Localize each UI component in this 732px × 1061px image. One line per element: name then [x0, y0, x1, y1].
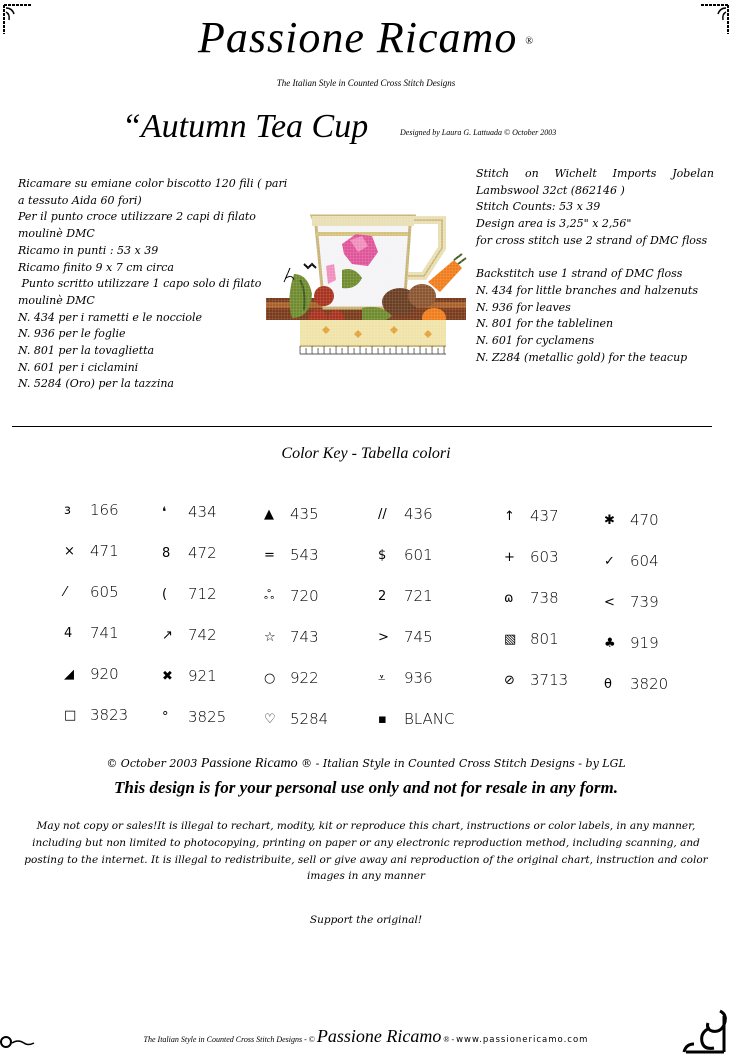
color-key-item — [264, 709, 328, 729]
fabric-word: Stitch — [476, 167, 510, 180]
dmc-color-code: 470 — [630, 511, 659, 529]
stitch-symbol-icon: 4 — [64, 625, 73, 641]
dmc-color-code: 3820 — [630, 675, 669, 693]
instruction-line: Design area is 3,25" x 2,56" — [476, 217, 632, 231]
stitch-symbol-icon: ♡ — [264, 711, 276, 727]
dmc-color-code: 604 — [630, 552, 659, 570]
color-key-item — [378, 709, 454, 729]
color-key-item — [378, 668, 433, 688]
stitch-symbol-icon: ♣ — [604, 635, 616, 651]
color-key-item — [378, 627, 433, 647]
color-key-item — [162, 584, 217, 604]
stitch-symbol-icon: ▧ — [504, 631, 517, 647]
dmc-color-code: 743 — [290, 628, 319, 646]
color-key-item — [604, 510, 659, 530]
color-key-item — [504, 547, 559, 567]
color-key-item — [64, 500, 119, 520]
instruction-line: N. 434 per i rametti e le nocciole — [18, 310, 203, 324]
fabric-word: Imports — [612, 167, 657, 180]
color-key-item — [604, 674, 668, 694]
color-key-item — [264, 627, 319, 647]
dmc-color-code: 3713 — [530, 671, 569, 689]
stitch-symbol-icon: θ — [604, 676, 612, 692]
dmc-color-code: 435 — [290, 505, 319, 523]
stitch-symbol-icon: $ — [378, 547, 387, 563]
stitch-symbol-icon: < — [604, 594, 615, 610]
color-key-item — [604, 551, 659, 571]
color-key-item — [378, 586, 433, 606]
color-key-item — [504, 588, 559, 608]
stitch-symbol-icon: □ — [64, 707, 77, 723]
backstitch-line: Backstitch use 1 strand of DMC floss — [476, 267, 683, 281]
legal-notice: May not copy or sales!It is illegal to rechart, modity, kit or reproduce this chart, instructions or color labels, in any manner, including but non limited to photocopying, printing on paper or any electronic reproduction method, including scanning, and posting to the internet. It is illegal to redistribuite, sell or give away ani reproduction of the original chart, instruction and color images in any manner — [24, 820, 708, 883]
backstitch-line: N. Z284 (metallic gold) for the teacup — [476, 350, 688, 364]
color-key-item — [264, 586, 319, 606]
dmc-color-code: 3825 — [188, 708, 227, 726]
footer-tagline: The Italian Style in Counted Cross Stitch Designs - © — [143, 1035, 317, 1044]
instruction-line: moulinè DMC — [18, 227, 95, 241]
stitch-symbol-icon: = — [264, 547, 275, 563]
stitch-symbol-icon: ✖ — [162, 668, 173, 684]
stitch-symbol-icon: ↗ — [162, 627, 173, 643]
brand-name: Passione Ricamo — [198, 13, 518, 62]
copyright-prefix: © October 2003 — [106, 757, 201, 770]
footer-website-link[interactable]: www.passionericamo.com — [456, 1035, 589, 1045]
color-key-item — [504, 670, 568, 690]
dmc-color-code: 434 — [188, 503, 217, 521]
instruction-line: Ricamo finito 9 x 7 cm circa — [18, 260, 174, 274]
instruction-line: for cross stitch use 2 strand of DMC floss — [476, 233, 708, 247]
dmc-color-code: 605 — [90, 583, 119, 601]
color-key-item — [64, 541, 119, 561]
instructions-english — [476, 166, 732, 366]
backstitch-line: N. 936 for leaves — [476, 300, 571, 314]
dmc-color-code: 472 — [188, 544, 217, 562]
stitch-symbol-icon: ⁄ — [64, 584, 67, 600]
instruction-line: a tessuto Aida 60 fori) — [18, 193, 142, 207]
dmc-color-code: 721 — [404, 587, 433, 605]
stitch-symbol-icon: ⊘ — [504, 672, 515, 688]
registered-mark: ® — [525, 36, 534, 48]
dmc-color-code: 920 — [90, 665, 119, 683]
instruction-line: Punto scritto utilizzare 1 capo solo di filato — [18, 277, 262, 291]
dmc-color-code: 166 — [90, 501, 119, 519]
footer-brand: Passione Ricamo — [316, 1026, 442, 1046]
color-key-item — [264, 504, 319, 524]
design-title: “Autumn Tea Cup — [122, 108, 369, 145]
color-key-title: Color Key - Tabella colori — [281, 445, 451, 462]
color-key-item — [378, 504, 433, 524]
fabric-word: Jobelan — [672, 167, 714, 180]
dmc-color-code: 437 — [530, 507, 559, 525]
brand-tagline: The Italian Style in Counted Cross Stitch Designs — [276, 78, 456, 88]
dmc-color-code: 3823 — [90, 706, 129, 724]
stitch-symbol-icon: 2 — [378, 588, 387, 604]
stitch-symbol-icon: ☆ — [264, 629, 276, 645]
stitch-symbol-icon: ✓ — [604, 553, 615, 569]
copyright-line — [0, 756, 732, 772]
footer-suffix: ® - — [441, 1035, 457, 1044]
color-key-item — [64, 705, 128, 725]
color-key-item — [504, 629, 559, 649]
color-key-item — [162, 666, 217, 686]
stitch-symbol-icon: ↑ — [504, 508, 515, 524]
dmc-color-code: 436 — [404, 505, 433, 523]
stitch-symbol-icon: ✱ — [604, 512, 615, 528]
instruction-line: N. 801 per la tovaglietta — [18, 344, 155, 358]
dmc-color-code: 712 — [188, 585, 217, 603]
personal-use-notice: This design is for your personal use only and not for resale in any form. — [114, 778, 618, 797]
instruction-line: N. 936 per le foglie — [18, 327, 126, 341]
fabric-word: on — [524, 167, 539, 180]
color-key-item — [264, 668, 319, 688]
color-key-item — [64, 582, 119, 602]
dmc-color-code: 922 — [290, 669, 319, 687]
color-key-item — [64, 623, 119, 643]
color-key-item — [162, 625, 217, 645]
stitch-symbol-icon: ◢ — [64, 666, 74, 682]
instruction-line: Lambswool 32ct (862146 ) — [476, 183, 625, 197]
instructions-italian — [18, 176, 288, 393]
dmc-color-code: 741 — [90, 624, 119, 642]
dmc-color-code: 921 — [188, 667, 217, 685]
stitch-symbol-icon: + — [504, 549, 515, 565]
dmc-color-code: 471 — [90, 542, 119, 560]
dmc-color-code: 919 — [630, 634, 659, 652]
color-key-item — [604, 592, 659, 612]
stitch-symbol-icon: ⩡ — [378, 670, 386, 686]
stitch-symbol-icon: ▪ — [378, 711, 387, 727]
instruction-line: Ricamare su emiane color biscotto 120 fili ( pari — [18, 177, 288, 190]
copyright-brand: Passione Ricamo — [200, 756, 298, 771]
backstitch-line: N. 601 for cyclamens — [476, 334, 595, 348]
instruction-line: N. 601 per i ciclamini — [18, 360, 139, 374]
color-key-item — [162, 707, 226, 727]
stitch-symbol-icon: ° — [162, 709, 169, 725]
dmc-color-code: 720 — [290, 587, 319, 605]
support-notice: Support the original! — [309, 914, 423, 926]
stitch-symbol-icon: 8 — [162, 545, 171, 561]
section-divider — [12, 426, 712, 427]
color-key-item — [504, 506, 559, 526]
fabric-word: Wichelt — [554, 167, 597, 180]
backstitch-line: N. 434 for little branches and halzenuts — [476, 283, 698, 297]
color-key-item — [604, 633, 659, 653]
backstitch-line: N. 801 for the tablelinen — [476, 317, 614, 331]
stitch-symbol-icon: > — [378, 629, 389, 645]
dmc-color-code: BLANC — [404, 710, 455, 728]
color-key-item — [378, 545, 433, 565]
stitch-symbol-icon: ஃ — [264, 588, 275, 603]
dmc-color-code: 742 — [188, 626, 217, 644]
designer-credit: Designed by Laura G. Lattuada © October 2003 — [400, 128, 557, 137]
stitch-symbol-icon: ( — [162, 586, 168, 602]
dmc-color-code: 936 — [404, 669, 433, 687]
stitch-symbol-icon: ▲ — [264, 506, 274, 522]
stitch-symbol-icon: × — [64, 543, 75, 559]
dmc-color-code: 738 — [530, 589, 559, 607]
dmc-color-code: 601 — [404, 546, 433, 564]
stitch-symbol-icon: з — [64, 502, 71, 518]
dmc-color-code: 801 — [530, 630, 559, 648]
instruction-line: Ricamo in punti : 53 x 39 — [18, 243, 159, 257]
fabric-line — [476, 166, 714, 183]
dmc-color-code: 5284 — [290, 710, 329, 728]
dmc-color-code: 745 — [404, 628, 433, 646]
color-key-item — [64, 664, 119, 684]
dmc-color-code: 543 — [290, 546, 319, 564]
teacup-artwork-image — [264, 208, 472, 356]
color-key-item — [264, 545, 319, 565]
copyright-suffix: ® - Italian Style in Counted Cross Stitch Designs - by LGL — [297, 757, 626, 770]
instruction-line: N. 5284 (Oro) per la tazzina — [18, 377, 174, 391]
stitch-symbol-icon: // — [378, 506, 387, 522]
color-key-item — [162, 502, 217, 522]
color-key-item — [162, 543, 217, 563]
brand-title — [0, 12, 732, 63]
footer — [0, 1026, 732, 1047]
instruction-line: moulinè DMC — [18, 293, 95, 307]
instruction-line: Per il punto croce utilizzare 2 capi di filato — [18, 210, 256, 224]
stitch-symbol-icon: ❛ — [162, 504, 167, 520]
stitch-symbol-icon: ɷ — [504, 590, 514, 606]
instruction-line: Stitch Counts: 53 x 39 — [476, 200, 601, 214]
dmc-color-code: 603 — [530, 548, 559, 566]
dmc-color-code: 739 — [630, 593, 659, 611]
stitch-symbol-icon: ○ — [264, 670, 276, 686]
